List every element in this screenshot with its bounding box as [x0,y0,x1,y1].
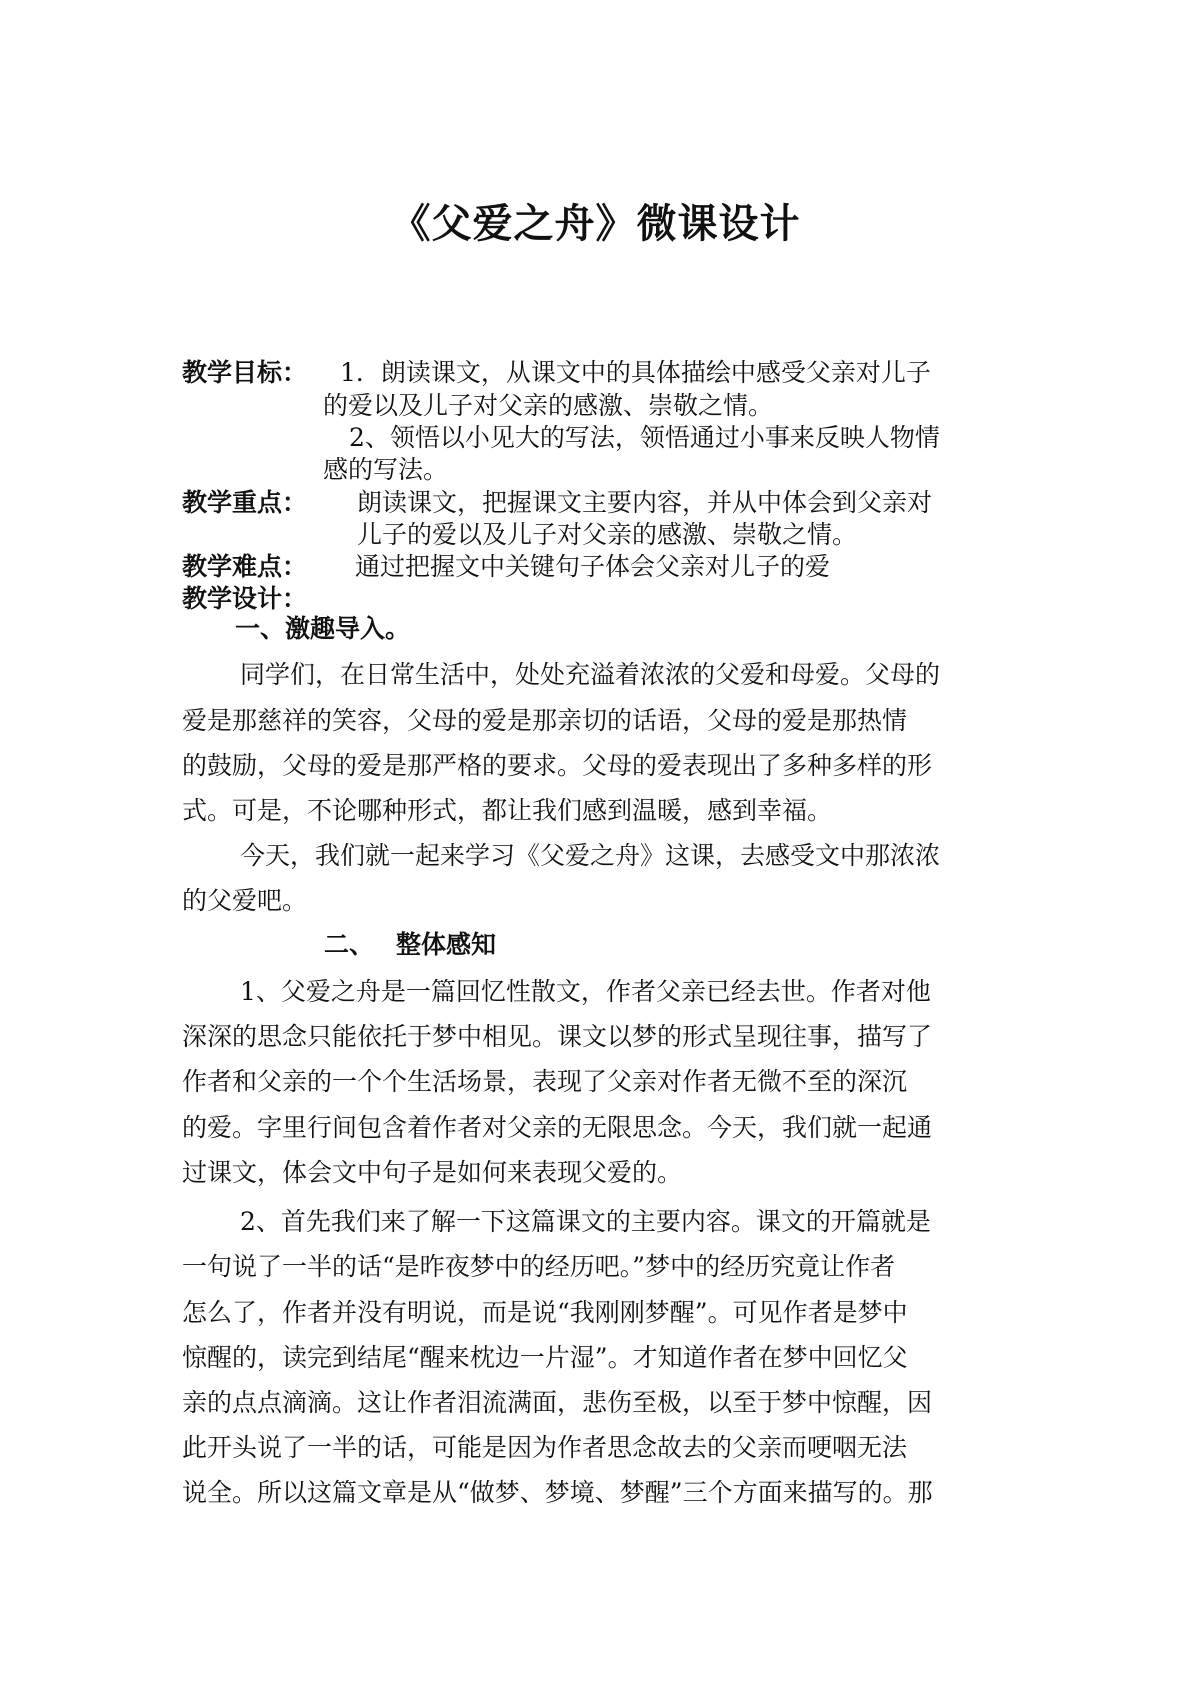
objectives-line: 感的写法。 [323,455,449,484]
paragraph-line: 今天，我们就一起来学习《父爱之舟》这课，去感受文中那浓浓 [240,841,941,870]
paragraph-line: 亲的点点滴滴。这让作者泪流满面，悲伤至极，以至于梦中惊醒，因 [182,1388,933,1417]
objectives-line: 2、领悟以小见大的写法，领悟通过小事来反映人物情 [349,423,940,452]
paragraph-line: 的父爱吧。 [182,886,308,915]
paragraph-line: 爱是那慈祥的笑容，父母的爱是那亲切的话语，父母的爱是那热情 [182,706,908,735]
difficulties-text: 通过把握文中关键句子体会父亲对儿子的爱 [355,552,831,581]
paragraph-line: 同学们，在日常生活中，处处充溢着浓浓的父爱和母爱。父母的 [240,660,941,689]
paragraph-line: 过课文，体会文中句子是如何来表现父爱的。 [182,1158,683,1187]
paragraph-line: 此开头说了一半的话，可能是因为作者思念故去的父亲而哽咽无法 [182,1433,908,1462]
page-title: 《父爱之舟》微课设计 [390,201,801,247]
key-points-line: 朗读课文，把握课文主要内容，并从中体会到父亲对 [357,488,933,517]
key-points-label: 教学重点： [182,488,308,517]
paragraph-line: 怎么了，作者并没有明说，而是说“我刚刚梦醒”。可见作者是梦中 [182,1298,908,1327]
paragraph-line: 的爱。字里行间包含着作者对父亲的无限思念。今天，我们就一起通 [182,1113,933,1142]
paragraph-line: 说全。所以这篇文章是从“做梦、梦境、梦醒”三个方面来描写的。那 [182,1478,933,1507]
section1-heading: 一、激趣导入。 [235,614,411,643]
objectives-line: 的爱以及儿子对父亲的感激、崇敬之情。 [323,391,774,420]
paragraph-line: 的鼓励，父母的爱是那严格的要求。父母的爱表现出了多种多样的形 [182,751,933,780]
objectives-line: 1．朗读课文，从课文中的具体描绘中感受父亲对儿子 [340,358,931,387]
paragraph-line: 式。可是，不论哪种形式，都让我们感到温暖，感到幸福。 [182,796,833,825]
difficulties-label: 教学难点： [182,552,308,581]
section2-heading-number: 二、 [324,930,375,959]
paragraph-line: 惊醒的，读完到结尾“醒来枕边一片湿”。才知道作者在梦中回忆父 [182,1343,908,1372]
objectives-label: 教学目标： [182,358,308,387]
paragraph-line: 1、父爱之舟是一篇回忆性散文，作者父亲已经去世。作者对他 [240,977,931,1006]
key-points-line: 儿子的爱以及儿子对父亲的感激、崇敬之情。 [357,520,858,549]
section2-heading-text: 整体感知 [396,930,497,959]
paragraph-line: 一句说了一半的话“是昨夜梦中的经历吧。”梦中的经历究竟让作者 [182,1252,896,1281]
paragraph-line: 2、首先我们来了解一下这篇课文的主要内容。课文的开篇就是 [240,1207,931,1236]
design-label: 教学设计： [182,584,308,613]
paragraph-line: 深深的思念只能依托于梦中相见。课文以梦的形式呈现往事，描写了 [182,1022,933,1051]
paragraph-line: 作者和父亲的一个个生活场景，表现了父亲对作者无微不至的深沉 [182,1067,908,1096]
